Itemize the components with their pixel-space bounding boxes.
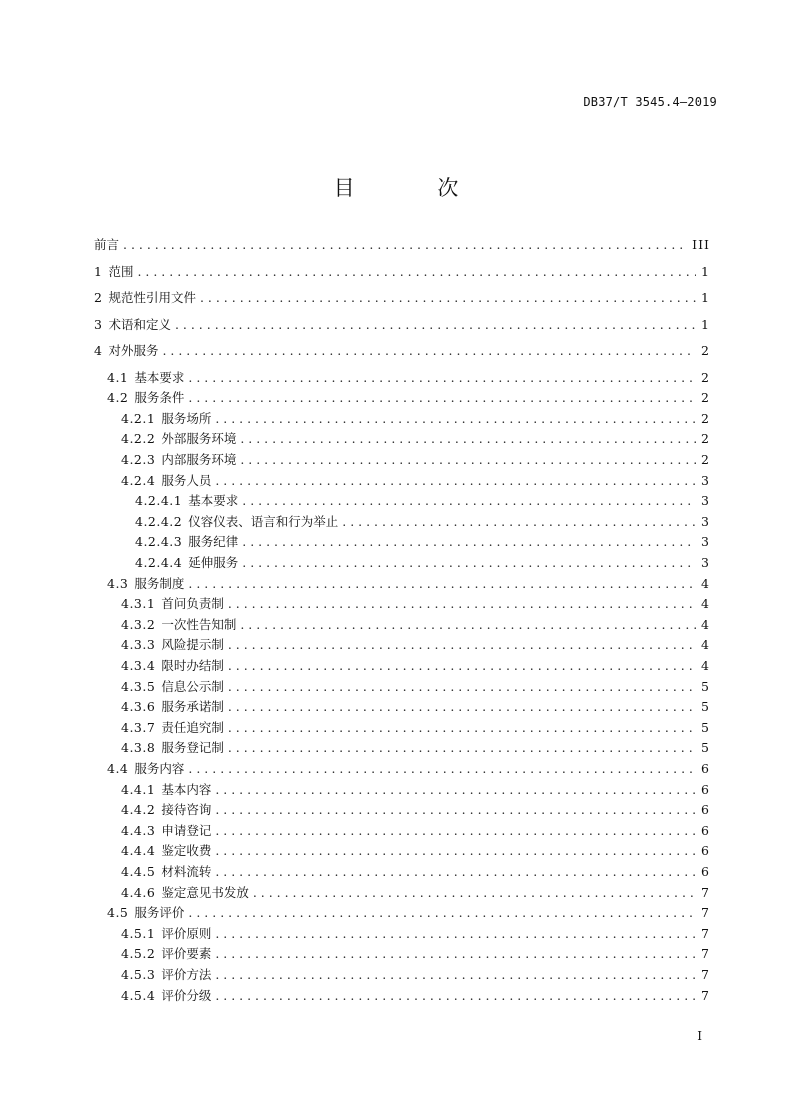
toc-entry[interactable]: [94, 391, 710, 405]
toc-entry-label: [121, 803, 211, 817]
toc-entry-number: 3: [94, 316, 103, 332]
toc-entry-text: 一次性告知制: [161, 616, 237, 632]
toc-dot-leader: [215, 803, 696, 817]
toc-entry-page: 3: [701, 554, 710, 570]
toc-dot-leader: [228, 680, 696, 694]
toc-entry-label: [135, 535, 238, 549]
toc-entry-text: 规范性引用文件: [108, 290, 196, 305]
toc-entry-number: 4.2.4.3: [135, 534, 183, 550]
toc-entry-label: [121, 700, 224, 714]
toc-entry-text: 外部服务环境: [161, 431, 237, 447]
toc-entry[interactable]: [94, 659, 710, 673]
toc-entry-text: 延伸服务: [188, 554, 239, 570]
toc-entry[interactable]: [94, 886, 710, 900]
toc-entry-page: 6: [701, 760, 710, 776]
toc-entry-text: 前言: [94, 237, 120, 252]
toc-dot-leader: [215, 947, 696, 961]
toc-entry[interactable]: [94, 906, 710, 920]
page-number: I: [697, 1029, 702, 1043]
toc-entry-label: [107, 577, 184, 591]
toc-dot-leader: [240, 453, 696, 467]
toc-entry[interactable]: [94, 947, 710, 961]
toc-entry-label: [121, 865, 211, 879]
toc-dot-leader: [175, 318, 696, 332]
toc-dot-leader: [215, 989, 696, 1003]
toc-entry-text: 服务人员: [161, 472, 212, 488]
toc-entry-label: [121, 947, 211, 961]
toc-dot-leader: [215, 824, 696, 838]
toc-entry-label: [121, 824, 211, 838]
toc-entry-number: 2: [94, 290, 103, 305]
toc-entry-number: 4.2.4.1: [135, 493, 183, 509]
toc-entry-text: 服务评价: [134, 905, 185, 921]
toc-entry-number: 4.2.1: [121, 410, 156, 426]
toc-entry[interactable]: [94, 741, 710, 755]
toc-entry-page: 5: [701, 740, 710, 756]
toc-entry-text: 接待咨询: [161, 802, 212, 818]
toc-entry-page: 4: [701, 616, 710, 632]
toc-dot-leader: [188, 577, 696, 591]
toc-entry-number: 4.4.3: [121, 822, 156, 838]
toc-dot-leader: [137, 265, 696, 279]
toc-dot-leader: [162, 344, 696, 358]
toc-entry-text: 服务登记制: [161, 740, 224, 756]
toc-entry[interactable]: [94, 597, 710, 611]
toc-entry-text: 评价原则: [161, 925, 212, 941]
toc-entry-page: 6: [701, 863, 710, 879]
toc-entry[interactable]: [94, 865, 710, 879]
toc-entry-label: [121, 886, 249, 900]
toc-dot-leader: [188, 391, 696, 405]
toc-entry-text: 申请登记: [161, 822, 212, 838]
toc-entry-text: 责任追究制: [161, 719, 224, 735]
toc-entry-number: 1: [94, 263, 103, 279]
toc-entry[interactable]: [94, 344, 710, 358]
toc-entry-text: 服务制度: [134, 575, 185, 591]
toc-entry[interactable]: [94, 412, 710, 426]
toc-entry-label: [121, 721, 224, 735]
toc-entry[interactable]: [94, 680, 710, 694]
toc-entry-label: [121, 680, 224, 694]
toc-entry-page: 7: [701, 884, 710, 900]
toc-entry-page: 1: [701, 316, 710, 332]
toc-dot-leader: [253, 886, 696, 900]
toc-entry-label: [107, 371, 184, 385]
toc-entry-page: 2: [701, 431, 710, 447]
toc-entry-page: 2: [701, 369, 710, 385]
toc-entry[interactable]: [94, 453, 710, 467]
toc-entry[interactable]: [94, 927, 710, 941]
toc-dot-leader: [215, 783, 696, 797]
toc-dot-leader: [342, 515, 696, 529]
toc-entry-page: 2: [701, 390, 710, 406]
toc-entry-label: [94, 265, 133, 279]
toc-entry-page: 2: [701, 343, 710, 358]
toc-entry-text: 内部服务环境: [161, 451, 237, 467]
toc-entry-text: 评价要素: [161, 946, 212, 962]
toc-entry-number: 4.1: [107, 369, 129, 385]
toc-entry-page: 7: [701, 946, 710, 962]
toc-entry-number: 4.4.2: [121, 802, 156, 818]
toc-entry-text: 服务场所: [161, 410, 212, 426]
toc-entry[interactable]: [94, 238, 710, 252]
toc-entry-page: 4: [701, 596, 710, 612]
toc-dot-leader: [228, 700, 696, 714]
toc-entry-text: 仪容仪表、语言和行为举止: [188, 513, 339, 529]
toc-entry-label: [107, 906, 184, 920]
toc-dot-leader: [123, 238, 688, 252]
toc-entry[interactable]: [94, 556, 710, 570]
toc-dot-leader: [215, 412, 696, 426]
toc-dot-leader: [228, 659, 696, 673]
toc-entry-number: 4.5.2: [121, 946, 156, 962]
toc-entry-number: 4.5.3: [121, 966, 156, 982]
toc-dot-leader: [228, 638, 696, 652]
toc-entry-page: 3: [701, 472, 710, 488]
toc-entry[interactable]: [94, 265, 710, 279]
toc-entry-page: 1: [701, 263, 710, 279]
toc-entry-label: [135, 515, 338, 529]
toc-entry-page: III: [692, 237, 710, 252]
toc-entry-label: [107, 391, 184, 405]
toc-entry-page: 4: [701, 575, 710, 591]
toc-entry-page: 2: [701, 451, 710, 467]
toc-entry-label: [94, 344, 158, 358]
toc-entry[interactable]: [94, 700, 710, 714]
toc-dot-leader: [228, 721, 696, 735]
toc-entry-page: 3: [701, 513, 710, 529]
toc-dot-leader: [215, 968, 696, 982]
toc-entry-page: 6: [701, 822, 710, 838]
toc-dot-leader: [240, 432, 696, 446]
toc-entry[interactable]: [94, 989, 710, 1003]
toc-dot-leader: [228, 597, 696, 611]
toc-dot-leader: [188, 906, 696, 920]
toc-entry-label: [121, 618, 236, 632]
toc-entry[interactable]: [94, 318, 710, 332]
toc-entry-label: [135, 494, 238, 508]
toc-entry-number: 4.4.6: [121, 884, 156, 900]
toc-entry-text: 术语和定义: [108, 316, 171, 332]
toc-entry-text: 服务纪律: [188, 534, 239, 550]
toc-entry-text: 服务承诺制: [161, 699, 224, 715]
toc-entry-number: 4.5: [107, 905, 129, 921]
toc-entry-label: [121, 659, 224, 673]
toc-entry-label: [121, 597, 224, 611]
toc-entry-label: [121, 968, 211, 982]
toc-entry[interactable]: [94, 618, 710, 632]
toc-dot-leader: [215, 844, 696, 858]
toc-dot-leader: [240, 618, 696, 632]
toc-entry-number: 4.4.1: [121, 781, 156, 797]
toc-entry-number: 4.4.4: [121, 843, 156, 859]
toc-entry-text: 评价分级: [161, 987, 212, 1003]
toc-entry-text: 范围: [108, 263, 134, 279]
toc-entry-label: [121, 927, 211, 941]
toc-entry[interactable]: [94, 291, 710, 305]
toc-entry-text: 限时办结制: [161, 657, 224, 673]
toc-dot-leader: [242, 556, 696, 570]
toc-entry-text: 风险提示制: [161, 637, 224, 653]
toc-entry-text: 首问负责制: [161, 596, 224, 612]
toc-entry-text: 基本要求: [188, 493, 239, 509]
toc-dot-leader: [228, 741, 696, 755]
toc-entry-number: 4.5.1: [121, 925, 156, 941]
toc-entry-page: 2: [701, 410, 710, 426]
toc-entry-page: 3: [701, 534, 710, 550]
toc-entry-label: [94, 318, 171, 332]
toc-entry-number: 4.3.4: [121, 657, 156, 673]
toc-entry-text: 服务条件: [134, 390, 185, 406]
toc-entry-label: [121, 989, 211, 1003]
toc-entry[interactable]: [94, 783, 710, 797]
toc-entry-text: 基本内容: [161, 781, 212, 797]
toc-entry-number: 4.2.4: [121, 472, 156, 488]
toc-entry-label: [94, 238, 119, 252]
toc-entry-page: 6: [701, 802, 710, 818]
toc-entry-page: 7: [701, 987, 710, 1003]
toc-entry-number: 4.3.5: [121, 678, 156, 694]
toc-entry[interactable]: [94, 371, 710, 385]
toc-entry-number: 4.2.4.4: [135, 554, 183, 570]
toc-entry[interactable]: [94, 638, 710, 652]
toc-entry-page: 6: [701, 781, 710, 797]
page-title: 目 次: [333, 176, 497, 200]
document-code: DB37/T 3545.4—2019: [583, 95, 717, 109]
toc-entry-number: 4.2.4.2: [135, 513, 183, 529]
toc-entry-number: 4.3.3: [121, 637, 156, 653]
toc-entry-number: 4.4.5: [121, 863, 156, 879]
toc-dot-leader: [200, 291, 696, 305]
toc-entry-text: 材料流转: [161, 863, 212, 879]
toc-entry-page: 5: [701, 719, 710, 735]
toc-entry-number: 4.3.8: [121, 740, 156, 756]
toc-entry[interactable]: [94, 844, 710, 858]
toc-entry-number: 4.2.2: [121, 431, 156, 447]
toc-entry[interactable]: [94, 721, 710, 735]
toc-dot-leader: [215, 865, 696, 879]
toc-entry[interactable]: [94, 762, 710, 776]
toc-entry-page: 7: [701, 966, 710, 982]
toc-entry-label: [121, 783, 211, 797]
toc-entry-label: [121, 432, 236, 446]
toc-entry[interactable]: [94, 494, 710, 508]
toc-entry-text: 信息公示制: [161, 678, 224, 694]
toc-entry-text: 服务内容: [134, 760, 185, 776]
toc-entry-number: 4.5.4: [121, 987, 156, 1003]
toc-entry[interactable]: [94, 577, 710, 591]
toc-entry[interactable]: [94, 803, 710, 817]
toc-entry-number: 4.3.7: [121, 719, 156, 735]
toc-entry-label: [121, 844, 211, 858]
toc-dot-leader: [215, 474, 696, 488]
toc-entry-page: 4: [701, 637, 710, 653]
toc-entry-number: 4.4: [107, 760, 129, 776]
toc-entry-label: [121, 474, 211, 488]
toc-entry-page: 7: [701, 905, 710, 921]
toc-entry[interactable]: [94, 535, 710, 549]
toc-entry-label: [135, 556, 238, 570]
toc-entry[interactable]: [94, 515, 710, 529]
toc-entry-page: 1: [701, 290, 710, 305]
toc-entry-page: 7: [701, 925, 710, 941]
toc-entry-number: 4.3.1: [121, 596, 156, 612]
toc-dot-leader: [188, 371, 696, 385]
toc-entry-label: [94, 291, 196, 305]
toc-entry-page: 3: [701, 493, 710, 509]
toc-entry[interactable]: [94, 432, 710, 446]
toc-entry-page: 5: [701, 678, 710, 694]
toc-entry[interactable]: [94, 968, 710, 982]
toc-dot-leader: [215, 927, 696, 941]
toc-entry-page: 4: [701, 657, 710, 673]
toc-entry-number: 4.2.3: [121, 451, 156, 467]
toc-entry-label: [121, 453, 236, 467]
toc-entry-label: [121, 638, 224, 652]
toc-entry-text: 基本要求: [134, 369, 185, 385]
toc-entry-number: 4.3.2: [121, 616, 156, 632]
toc-entry-number: 4.3: [107, 575, 129, 591]
toc-dot-leader: [188, 762, 696, 776]
toc-entry[interactable]: [94, 824, 710, 838]
toc-entry-label: [121, 412, 211, 426]
toc-entry-text: 鉴定意见书发放: [161, 884, 249, 900]
toc-entry-page: 6: [701, 843, 710, 859]
toc-dot-leader: [242, 494, 696, 508]
toc-entry-text: 评价方法: [161, 966, 212, 982]
toc-entry-page: 5: [701, 699, 710, 715]
toc-entry-number: 4.2: [107, 390, 129, 406]
toc-entry-text: 对外服务: [108, 343, 159, 358]
toc-entry-label: [121, 741, 224, 755]
toc-entry[interactable]: [94, 474, 710, 488]
toc-entry-label: [107, 762, 184, 776]
toc-entry-number: 4: [94, 343, 103, 358]
toc-entry-text: 鉴定收费: [161, 843, 212, 859]
toc-entry-number: 4.3.6: [121, 699, 156, 715]
toc-dot-leader: [242, 535, 696, 549]
